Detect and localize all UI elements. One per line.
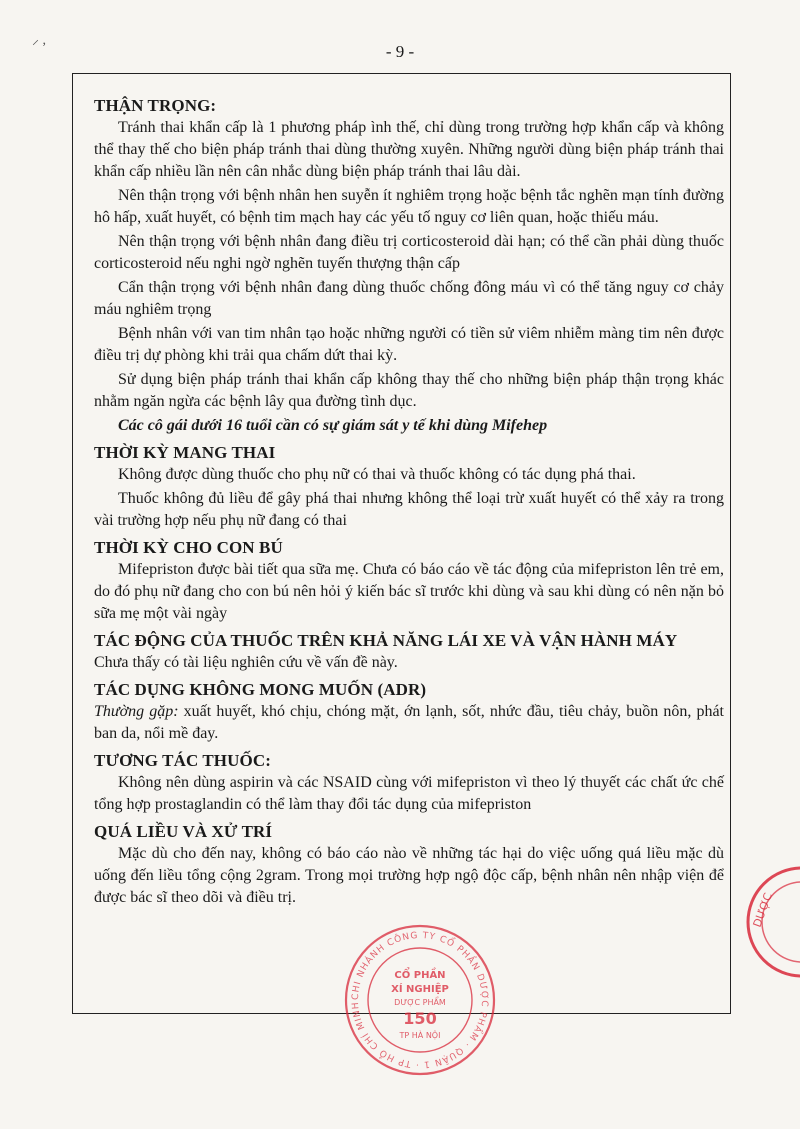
section-precautions [94,95,724,437]
section-overdose [94,821,724,909]
frequency-label: Thường gặp: [94,703,179,720]
section-heading: TÁC ĐỘNG CỦA THUỐC TRÊN KHẢ NĂNG LÁI XE VÀ VẬN HÀNH MÁY [94,631,678,650]
paragraph: Thuốc không đủ liều để gây phá thai nhưng không thể loại trừ xuất huyết có thể xảy ra trong vài trường hợp nếu phụ nữ đang có thai [94,490,724,529]
section-breastfeeding [94,537,724,625]
paragraph: Mặc dù cho đến nay, không có báo cáo nào về những tác hại do việc uống quá liều mặc dù uống đến liều tổng cộng 2gram. Trong mọi trường hợp ngộ độc cấp, bệnh nhân nên nhập viện để được bác sĩ theo dõi và điều trị. [94,845,724,906]
section-heading: QUÁ LIỀU VÀ XỬ TRÍ [94,822,273,841]
document-body [94,95,724,914]
section-heading: THẬN TRỌNG: [94,96,217,115]
paragraph: Nên thận trọng với bệnh nhân đang điều trị corticosteroid dài hạn; có thể cần phải dùng thuốc corticosteroid nếu nghi ngờ nghẽn tuyến thượng thận cấp [94,233,724,272]
section-pregnancy [94,442,724,532]
paragraph: Cẩn thận trọng với bệnh nhân đang dùng thuốc chống đông máu vì có thể tăng nguy cơ chảy máu nghiêm trọng [94,279,724,318]
paragraph: Không được dùng thuốc cho phụ nữ có thai và thuốc không có tác dụng phá thai. [118,466,636,483]
emphasis-note: Các cô gái dưới 16 tuổi cần có sự giám sát y tế khi dùng Mifehep [118,417,548,434]
seal-line2: XÍ NGHIỆP [391,984,449,995]
adr-list: xuất huyết, khó chịu, chóng mặt, ớn lạnh, sốt, nhức đầu, tiêu chảy, buồn nôn, phát ban da, nổi mề đay. [94,703,724,742]
paragraph [94,701,724,745]
paragraph: Mifepriston được bài tiết qua sữa mẹ. Chưa có báo cáo về tác động của mifepriston lên trẻ em, do đó phụ nữ đang cho con bú nên hỏi ý kiến bác sĩ trước khi dùng và sau khi dùng có nên nặn bỏ sữa mẹ một vài ngày [94,561,724,622]
section-heading: THỜI KỲ CHO CON BÚ [94,538,283,557]
seal-number: 150 [403,1009,437,1028]
section-heading: THỜI KỲ MANG THAI [94,443,276,462]
paragraph: Bệnh nhân với van tim nhân tạo hoặc những người có tiền sử viêm nhiễm màng tim nên được điều trị dự phòng khi trải qua chấm dứt thai kỳ. [94,325,724,364]
partial-seal-text: DƯỢC [750,891,776,930]
section-heading: TƯƠNG TÁC THUỐC: [94,751,271,770]
section-adverse-reactions [94,679,724,745]
paragraph: Tránh thai khẩn cấp là 1 phương pháp ình thế, chỉ dùng trong trường hợp khẩn cấp và không thể thay thế cho biện pháp tránh thai dùng thường xuyên. Những người dùng biện pháp tránh thai khẩn cấp nhiều lần nên cân nhắc dùng biện pháp tránh thai lâu dài. [94,119,724,180]
partial-seal-edge [724,862,800,982]
seal-city: TP HÀ NỘI [399,1031,441,1040]
page-number: - 9 - [385,42,415,61]
paragraph: Nên thận trọng với bệnh nhân hen suyễn ít nghiêm trọng hoặc bệnh tắc nghẽn mạn tính đường hô hấp, xuất huyết, có bệnh tim mạch hay các yếu tố nguy cơ liên quan, hoặc thiếu máu. [94,187,724,226]
paragraph: Chưa thấy có tài liệu nghiên cứu về vấn đề này. [94,654,398,671]
section-heading: TÁC DỤNG KHÔNG MONG MUỐN (ADR) [94,680,427,699]
seal-ring-text: CHI NHÁNH CÔNG TY CỔ PHẦN DƯỢC PHẨM · QUẬN 1 · TP HỒ CHÍ MINH [350,930,490,1070]
corner-mark: ⸝ , [32,33,46,48]
section-driving [94,630,724,674]
seal-line3: DƯỢC PHẨM [394,998,446,1007]
paragraph: Sử dụng biện pháp tránh thai khẩn cấp không thay thế cho những biện pháp thận trọng khác nhằm ngăn ngừa các bệnh lây qua đường tình dục. [94,371,724,410]
seal-line1: CỔ PHẦN [394,970,446,981]
paragraph: Không nên dùng aspirin và các NSAID cùng với mifepriston vì theo lý thuyết các chất ức chế tổng hợp prostaglandin có thể làm thay đổi tác dụng của mifepriston [94,774,724,813]
section-interactions [94,750,724,816]
